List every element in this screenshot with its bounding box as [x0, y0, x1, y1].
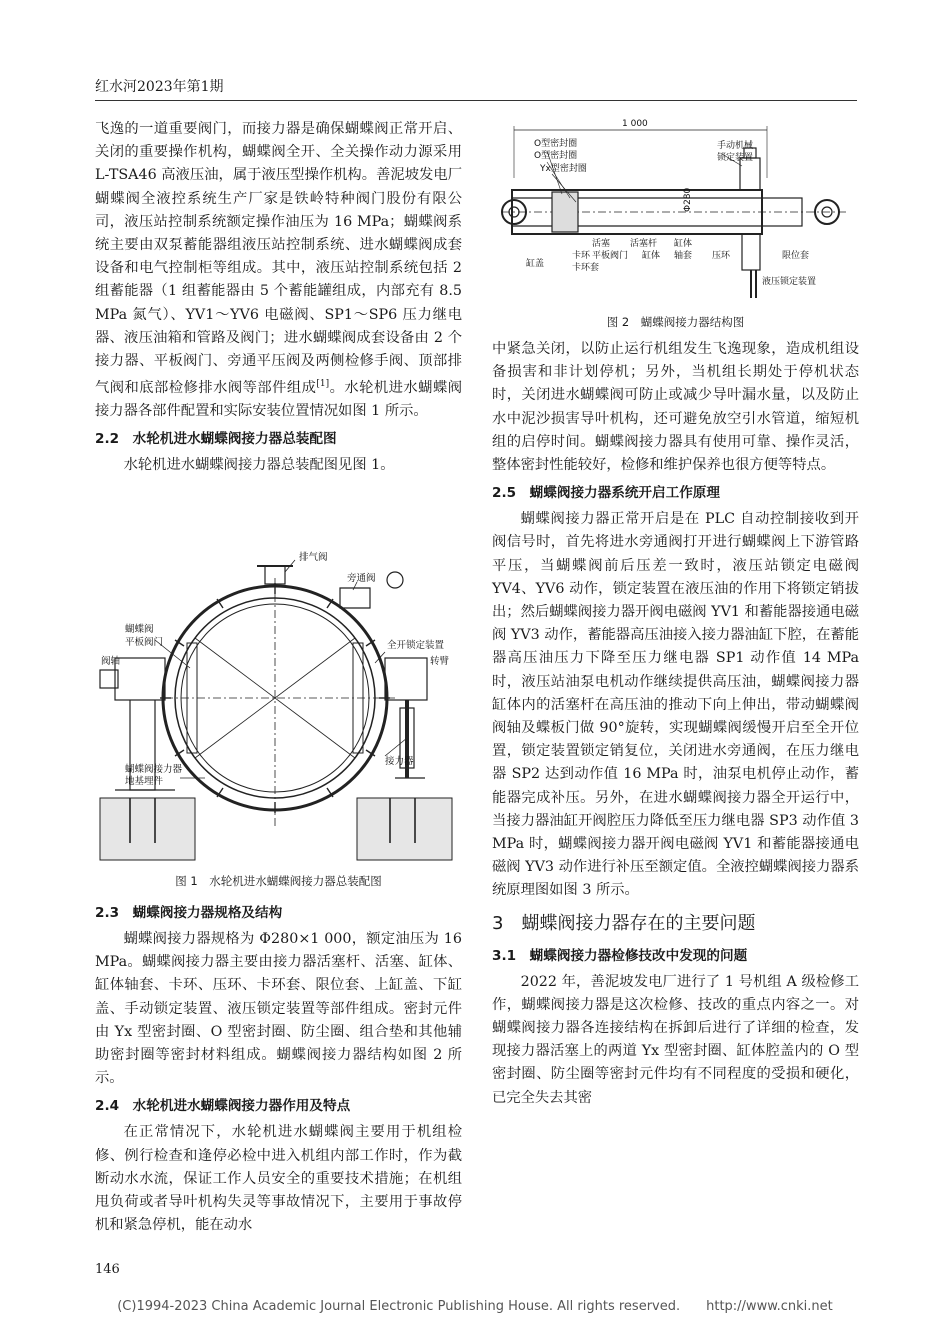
paragraph: 水轮机进水蝴蝶阀接力器总装配图见图 1。	[123, 457, 395, 474]
section-heading-2-5: 2.5 蝴蝶阀接力器系统开启工作原理	[492, 485, 720, 502]
figure-2-drawing	[492, 118, 859, 310]
label-plate: 平板阀门	[592, 251, 629, 261]
section-heading-2-3: 2.3 蝴蝶阀接力器规格及结构	[95, 905, 283, 921]
label-shaft: 阀轴	[101, 656, 121, 667]
paragraph: 中紧急关闭，以防止运行机组发生飞逸现象，造成机组设备损害和非计划停机；另外，当机组长期处于停机状态时，关闭进水蝴蝶阀可防止或减少导叶漏水量，以及防止水中泥沙损害导叶机构，还可避免放空引水管道，缩短机组的启停时间。蝴蝶阀接力器具有使用可靠、操作灵活，整体密封性能较好，检修和维护保养也很方便等特点。	[492, 341, 859, 474]
label-limit: 限位套	[782, 251, 810, 261]
paragraph: 在正常情况下，水轮机进水蝴蝶阀主要用于机组检修、例行检查和逢停必检中进入机组内部工作时，作为截断动水水流，保证工作人员安全的重要技术措施；在机组甩负荷或者导叶机构失灵等事故情况下，主要用于事故停机和紧急停机，能在动水	[95, 1124, 462, 1234]
paragraph: 飞逸的一道重要阀门，而接力器是确保蝴蝶阀正常开启、关闭的重要操作机构，蝴蝶阀全开、全关操作动力源采用 L-TSA46 高液压油，属于液压型操作机构。善泥坡发电厂蝴蝶阀全液控系统生产厂家是铁岭特种阀门股份有限公司，液压站控制系统额定操作油压为 16 MPa；蝴蝶阀系统主要由双泵蓄能器组液压站控制系统、进水蝴蝶阀成套设备和电气控制柜等组成。其中，液压站控制系统包括 2 组蓄能器（1 组蓄能器由 5 个蓄能罐组成，内部充有 8.5 MPa 氮气）、YV1～YV6 电磁阀、SP1～SP6 压力继电器、液压油箱和管路及阀门；进水蝴蝶阀成套设备由 2 个接力器、平板阀门、旁通平压阀及两侧检修手阀、顶部排气阀和底部检修排水阀等部件组成[1]。水轮机进水蝴蝶阀接力器各部件配置和实际安装位置情况如图 1 所示。	[95, 121, 462, 420]
label-cyl: 缸体	[642, 251, 661, 261]
label-phi: Φ280	[683, 187, 693, 212]
label-plate: 平板阀门	[125, 637, 164, 648]
left-column-lower	[95, 897, 462, 1237]
label-cyl-sleeve: 缸体	[674, 239, 693, 249]
paragraph: 蝴蝶阀接力器规格为 Φ280×1 000，额定油压为 16 MPa。蝴蝶阀接力器主要由接力器活塞杆、活塞、缸体、缸体轴套、卡环、压环、卡环套、限位套、上缸盖、下缸盖、手动锁定装置、液压锁定装置等部件组成。密封元件由 Yx 型密封圈、O 型密封圈、防尘圈、组合垫和其他辅助密封圈等密封材料组成。蝴蝶阀接力器结构如图 2 所示。	[95, 931, 462, 1087]
label-arm: 转臂	[430, 656, 450, 667]
header-rule	[95, 100, 857, 101]
section-heading-2-2: 2.2 水轮机进水蝴蝶阀接力器总装配图	[95, 431, 337, 448]
page-number: 146	[95, 1262, 120, 1277]
label-o-ring-2: O型密封圈	[534, 151, 578, 161]
section-heading-3: 3 蝴蝶阀接力器存在的主要问题	[492, 912, 756, 934]
copyright-footer: (C)1994-2023 China Academic Journal Electronic Publishing House. All rights reserved. http://www.cnki.net	[117, 1299, 833, 1314]
label-cover: 缸盖	[526, 259, 545, 269]
running-header: 红水河2023年第1期	[95, 79, 224, 95]
right-column	[492, 338, 859, 1110]
label-manual-lock-2: 锁定装置	[717, 153, 754, 163]
paragraph: 蝴蝶阀接力器正常开启是在 PLC 自动控制接收到开阀信号时，首先将进水旁通阀打开进行蝴蝶阀上下游管路平压，当蝴蝶阀前后压差一致时，液压站锁定电磁阀 YV4、YV6 动作，锁定装置在液压油的作用下将锁定销拔出；然后蝴蝶阀接力器开阀电磁阀 YV1 和蓄能器接通电磁阀 YV3 动作，蓄能器高压油接入接力器油缸下腔，在蓄能器高压油压力下降至压力继电器 SP1 动作值 14 MPa 时，液压站油泵电机动作继续提供高压油，蝴蝶阀接力器缸体内的活塞杆在高压油的推动下向上伸出，带动蝴蝶阀阀轴及蝶板门做 90°旋转，实现蝴蝶阀缓慢开启至全开位置，锁定装置锁定销复位，关闭进水旁通阀，在压力继电器 SP2 达到动作值 16 MPa 时，油泵电机停止动作，蓄能器完成补压。另外，在进水蝴蝶阀接力器全开运行中，当接力器油缸开阀腔压力降低至压力继电器 SP3 动作值 3 MPa 时，蝴蝶阀接力器开阀电磁阀 YV1 和蓄能器接通电磁阀 YV3 动作进行补压至额定值。全液控蝴蝶阀接力器系统原理图如图 3 所示。	[492, 511, 859, 899]
paragraph: 2022 年，善泥坡发电厂进行了 1 号机组 A 级检修工作，蝴蝶阀接力器是这次检修、技改的重点内容之一。对蝴蝶阀接力器各连接结构在拆卸后进行了详细的检查，发现接力器活塞上的两道 Yx 型密封圈、缸体腔盖内的 O 型密封圈、防尘圈等密封元件均有不同程度的受损和硬化，已完全失去其密	[492, 973, 859, 1106]
label-press-ring: 压环	[712, 251, 731, 261]
label-piston: 活塞	[592, 239, 611, 249]
label-bypass: 旁通阀	[347, 573, 376, 584]
figure-1-drawing	[95, 548, 462, 870]
label-servo: 接力器	[385, 756, 414, 767]
label-hyd-lock: 液压锁定装置	[762, 277, 817, 287]
label-clamp: 卡环	[572, 251, 591, 261]
label-rod: 活塞杆	[630, 239, 658, 249]
label-servo-base: 蝴蝶阀接力器	[125, 764, 183, 775]
figure-1-caption: 图 1 水轮机进水蝴蝶阀接力器总装配图	[175, 874, 382, 888]
label-dimension: 1 000	[622, 119, 648, 129]
figure-1	[95, 548, 462, 870]
label-sleeve: 轴套	[674, 251, 693, 261]
label-lock: 全开锁定装置	[387, 640, 445, 651]
section-heading-3-1: 3.1 蝴蝶阀接力器检修技改中发现的问题	[492, 947, 748, 964]
label-yx-ring: Yx型密封圈	[540, 164, 587, 174]
label-exhaust: 排气阀	[299, 552, 328, 563]
label-embed: 地基埋件	[125, 776, 164, 787]
figure-2-caption: 图 2 蝴蝶阀接力器结构图	[606, 315, 745, 329]
section-heading-2-4: 2.4 水轮机进水蝴蝶阀接力器作用及特点	[95, 1098, 351, 1115]
label-o-ring-1: O型密封圈	[534, 139, 578, 149]
figure-2	[492, 118, 859, 310]
label-butterfly: 蝴蝶阀	[125, 624, 154, 635]
citation[interactable]: [1]	[316, 379, 330, 390]
label-clamp-set: 卡环套	[572, 263, 600, 273]
label-manual-lock: 手动机械	[717, 141, 754, 151]
left-column	[95, 118, 462, 478]
